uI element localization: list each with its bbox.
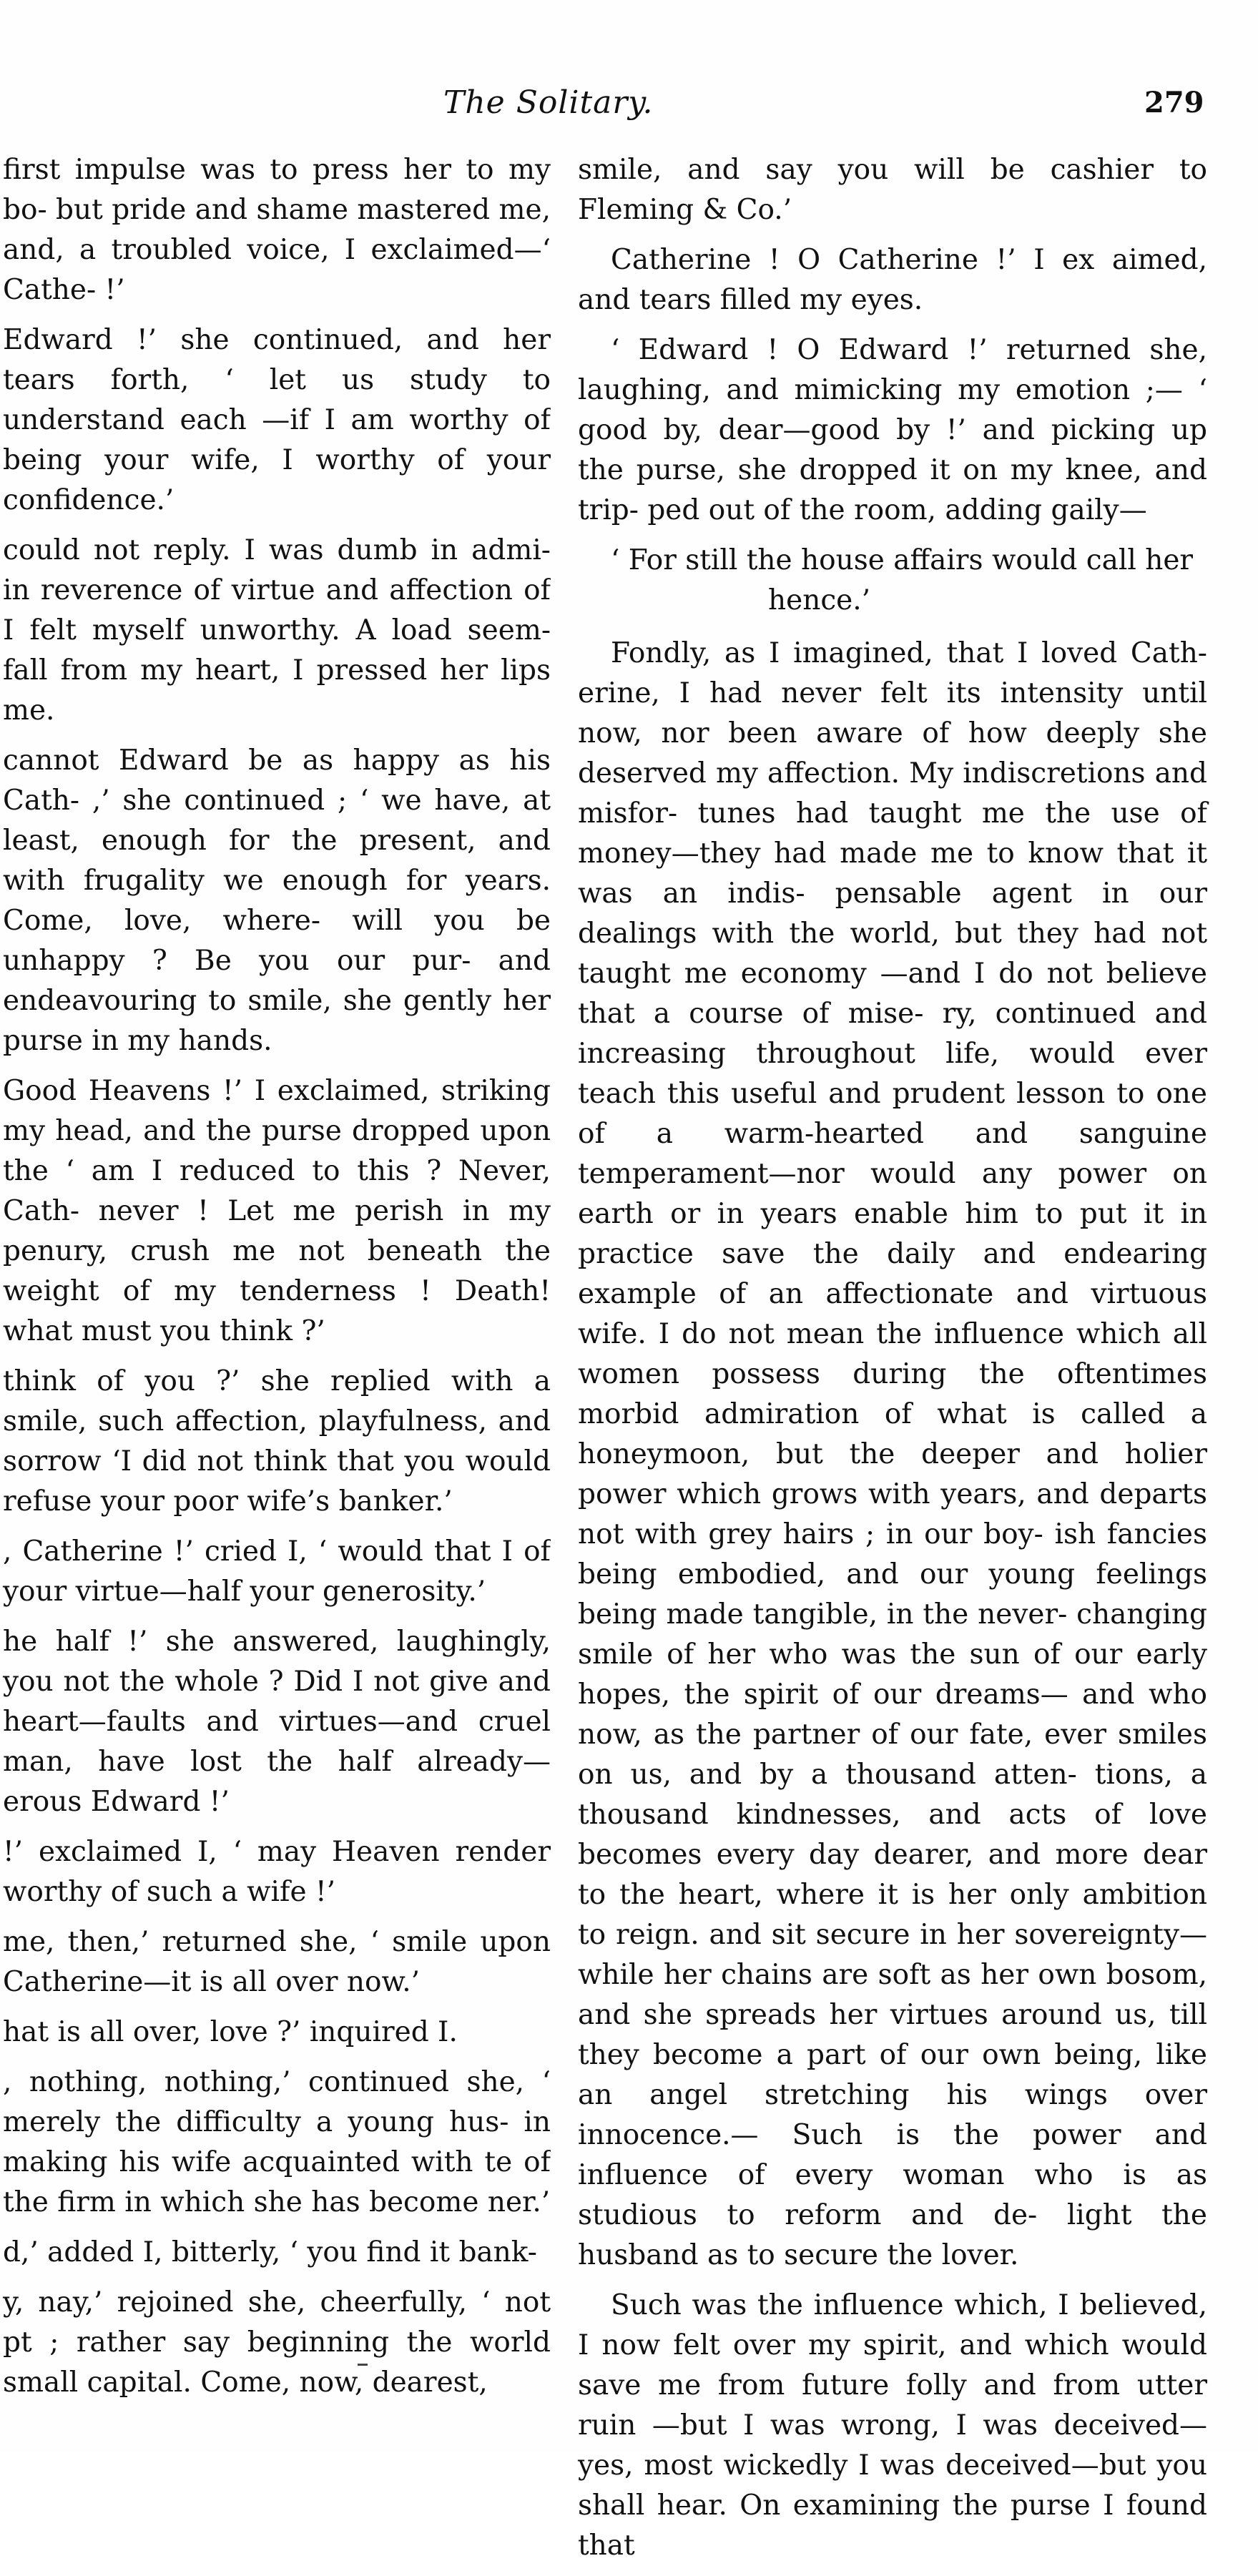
verse-line-2: hence.’ — [768, 584, 871, 616]
running-title: The Solitary. — [443, 84, 654, 121]
right-paragraph-4: Fondly, as I imagined, that I loved Cath- erine, I had never felt its intensity until now, nor been aware of how deeply she deserved my affection. My indiscretions and misfor- tunes had taught me the use of money—they had made me to know that it was an indis- pensable agent in our dealings with the world, but they had not taught me economy —and I do not believe that a course of mise- ry, continued and increasing throughout life, would ever teach this useful and prudent lesson to one of a warm-hearted and sanguine temperament—nor would any power on earth or in years enable him to put it in practice save the daily and endearing example of an affectionate and virtuous wife. I do not mean the influence which all women possess during the oftentimes morbid admiration of what is called a honeymoon, but the deeper and holier power which grows with years, and departs not with grey hairs ; in our boy- ish fancies being embodied, and our young feelings being made tangible, in the never- changing smile of her who was the sun of our early hopes, the spirit of our dreams— and who now, as the partner of our fate, ever smiles on us, and by a thousand atten- tions, a thousand kindnesses, and acts of love becomes every day dearer, and more dear to the heart, where it is her only ambition to reign. and sit secure in her sovereignty— while her chains are soft as her own bosom, and she spreads her virtues around us, till they become a part of our own being, like an angel stretching his wings over innocence.— Such is the power and influence of every woman who is as studious to reform and de- light the husband as to secure the lover. — [578, 637, 1207, 2271]
left-paragraph-1: first impulse was to press her to my bo- but pride and shame mastered me, and, a troubled voice, I exclaimed—‘ Cathe- !’ — [3, 154, 551, 306]
left-paragraph-5: Good Heavens !’ I exclaimed, striking my head, and the purse dropped upon the ‘ am I reduced to this ? Never, Cath- never ! Let me perish in my penury, crush me not beneath the weight of my tenderness ! Death! what must you think ?’ — [3, 1075, 551, 1347]
left-paragraph-7: , Catherine !’ cried I, ‘ would that I of your virtue—half your generosity.’ — [3, 1535, 551, 1608]
left-paragraph-3: could not reply. I was dumb in admi- in reverence of virtue and affection of I felt myself unworthy. A load seem- fall from my heart, I pressed her lips me. — [3, 534, 551, 727]
verse-quote — [578, 541, 1207, 621]
left-paragraph-12: , nothing, nothing,’ continued she, ‘ merely the difficulty a young hus- in making his wife acquainted with te of the firm in which she has become ner.’ — [3, 2066, 551, 2218]
left-paragraph-4: cannot Edward be as happy as his Cath- ,’ she continued ; ‘ we have, at least, enough for the present, and with frugality we enough for years. Come, love, where- will you be unhappy ? Be you our pur- and endeavouring to smile, she gently her purse in my hands. — [3, 744, 551, 1057]
left-paragraph-11: hat is all over, love ?’ inquired I. — [3, 2016, 458, 2048]
left-column — [0, 150, 551, 2413]
left-paragraph-6: think of you ?’ she replied with a smile, such affection, playfulness, and sorrow ‘I did not think that you would refuse your poor wife’s banker.’ — [3, 1365, 551, 1518]
verse-line-1: ‘ For still the house affairs would call her — [611, 544, 1194, 576]
page-number: 279 — [1144, 86, 1204, 119]
left-paragraph-14: y, nay,’ rejoined she, cheerfully, ‘ not pt ; rather say beginning the world small capital. Come, now, dearest, — [3, 2286, 551, 2399]
right-paragraph-3: ‘ Edward ! O Edward !’ returned she, laughing, and mimicking my emotion ;— ‘ good by, dear—good by !’ and picking up the purse, she dropped it on my knee, and trip- ped out of the room, adding gaily— — [578, 334, 1207, 526]
left-paragraph-10: me, then,’ returned she, ‘ smile upon Catherine—it is all over now.’ — [3, 1926, 551, 1998]
right-column — [578, 150, 1207, 2576]
left-paragraph-2: Edward !’ she continued, and her tears forth, ‘ let us study to understand each —if I am worthy of being your wife, I worthy of your confidence.’ — [3, 324, 551, 516]
left-paragraph-9: !’ exclaimed I, ‘ may Heaven render worthy of such a wife !’ — [3, 1836, 551, 1908]
right-paragraph-2: Catherine ! O Catherine !’ I ex aimed, and tears filled my eyes. — [578, 244, 1207, 316]
left-paragraph-8: he half !’ she answered, laughingly, you not the whole ? Did I not give and heart—faults and virtues—and cruel man, have lost the half already— erous Edward !’ — [3, 1626, 551, 1818]
right-paragraph-5: Such was the influence which, I believed, I now felt over my spirit, and which would save me from future folly and from utter ruin —but I was wrong, I was deceived—yes, most wickedly I was deceived—but you shall hear. On examining the purse I found that — [578, 2289, 1207, 2562]
footer-dash-mark — [358, 2364, 368, 2366]
running-head — [0, 84, 1258, 134]
right-opening-paragraph: smile, and say you will be cashier to Fleming & Co.’ — [578, 154, 1207, 226]
left-paragraph-13: d,’ added I, bitterly, ‘ you find it bank- — [3, 2236, 537, 2268]
